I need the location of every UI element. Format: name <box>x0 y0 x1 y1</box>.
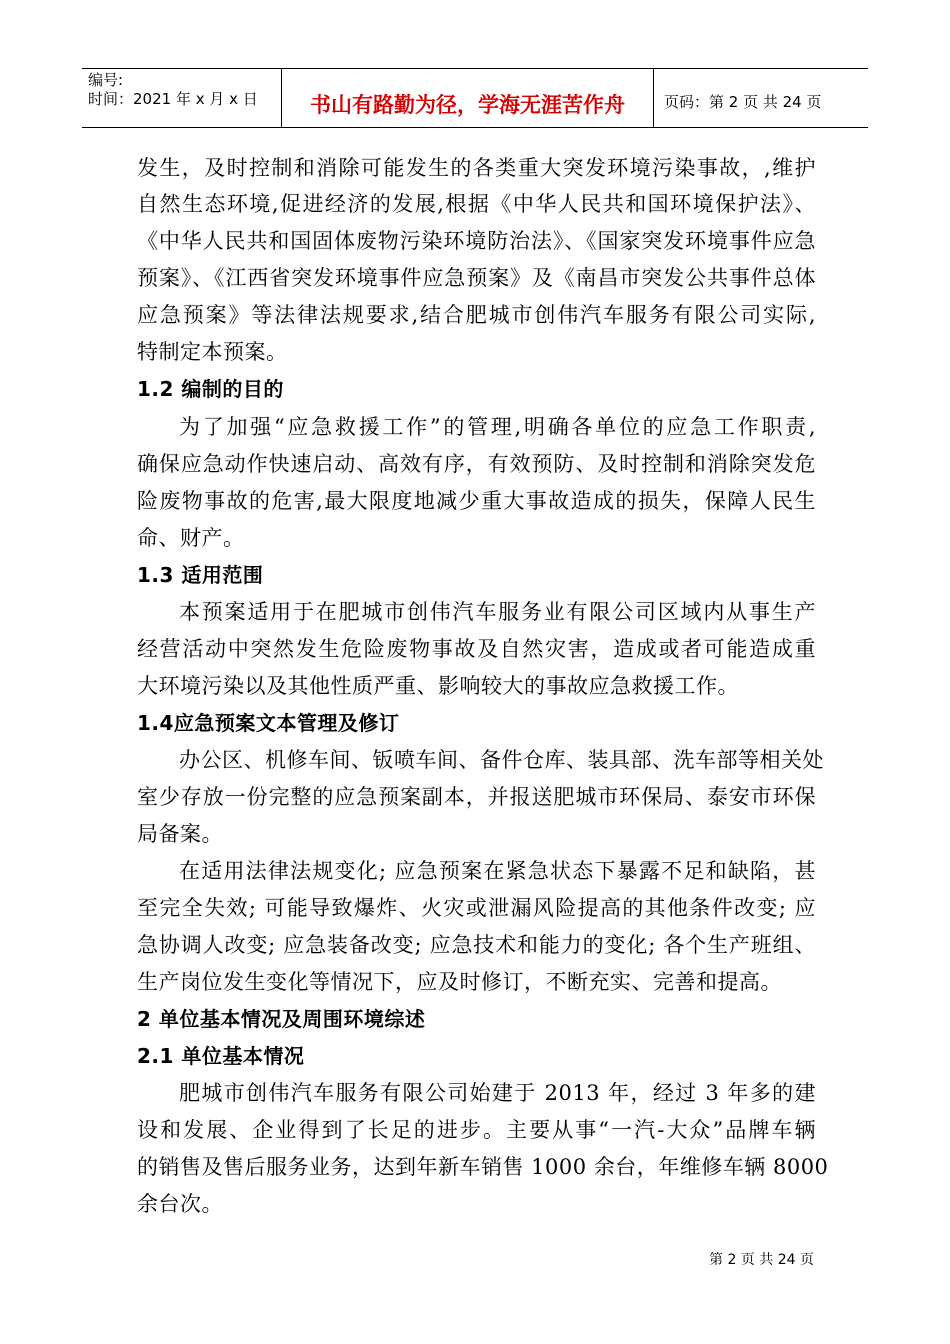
body-line: 余台次。 <box>137 1192 223 1216</box>
code-label: 编号: <box>88 71 124 89</box>
section-heading: 1.3 适用范围 <box>137 563 264 587</box>
header-motto-cell <box>282 69 654 127</box>
body-line: 办公区、机修车间、钣喷车间、备件仓库、装具部、洗车部等相关处 <box>179 748 824 772</box>
body-line: 至完全失效; 可能导致爆炸、火灾或泄漏风险提高的其他条件改变; 应 <box>137 896 816 920</box>
body-line: 自然生态环境,促进经济的发展,根据《中华人民共和国环境保护法》、 <box>137 192 816 216</box>
header-meta-cell <box>82 69 282 127</box>
page-footer: 第 2 页 共 24 页 <box>709 1252 814 1268</box>
body-line: 急协调人改变; 应急装备改变; 应急技术和能力的变化; 各个生产班组、 <box>137 933 816 957</box>
page-header <box>82 68 868 128</box>
body-line: 发生，及时控制和消除可能发生的各类重大突发环境污染事故，,维护 <box>137 156 816 180</box>
body-line: 大环境污染以及其他性质严重、影响较大的事故应急救援工作。 <box>137 674 739 698</box>
body-line: 的销售及售后服务业务，达到年新车销售 1000 余台，年维修车辆 8000 <box>137 1155 829 1179</box>
section-heading: 2 单位基本情况及周围环境综述 <box>137 1007 426 1031</box>
body-line: 肥城市创伟汽车服务有限公司始建于 2013 年，经过 3 年多的建 <box>179 1081 816 1105</box>
body-line: 在适用法律法规变化; 应急预案在紧急状态下暴露不足和缺陷，甚 <box>179 859 816 883</box>
section-heading: 2.1 单位基本情况 <box>137 1044 305 1068</box>
body-line: 《中华人民共和国固体废物污染环境防治法》、《国家突发环境事件应急 <box>137 229 816 253</box>
body-line: 设和发展、企业得到了长足的进步。主要从事“一汽-大众”品牌车辆 <box>137 1118 816 1142</box>
header-page-cell <box>654 69 868 127</box>
body-line: 预案》、《江西省突发环境事件应急预案》及《南昌市突发公共事件总体 <box>137 266 816 290</box>
body-line: 确保应急动作快速启动、高效有序，有效预防、及时控制和消除突发危 <box>137 452 816 476</box>
body-line: 为了加强“应急救援工作”的管理,明确各单位的应急工作职责, <box>179 415 816 439</box>
section-heading: 1.2 编制的目的 <box>137 377 284 401</box>
body-line: 命、财产。 <box>137 526 245 550</box>
body-line: 特制定本预案。 <box>137 340 288 364</box>
date-label: 时间：2021 年 x 月 x 日 <box>88 90 258 108</box>
body-line: 经营活动中突然发生危险废物事故及自然灾害，造成或者可能造成重 <box>137 637 816 661</box>
section-heading: 1.4应急预案文本管理及修订 <box>137 711 400 735</box>
body-line: 局备案。 <box>137 822 223 846</box>
body-line: 本预案适用于在肥城市创伟汽车服务业有限公司区域内从事生产 <box>179 600 816 624</box>
page-info: 页码：第 2 页 共 24 页 <box>664 93 822 111</box>
body-line: 室少存放一份完整的应急预案副本，并报送肥城市环保局、泰安市环保 <box>137 785 816 809</box>
motto: 书山有路勤为径，学海无涯苦作舟 <box>310 93 625 117</box>
body-line: 险废物事故的危害,最大限度地减少重大事故造成的损失，保障人民生 <box>137 489 816 513</box>
body-line: 应急预案》等法律法规要求,结合肥城市创伟汽车服务有限公司实际, <box>137 303 816 327</box>
body-line: 生产岗位发生变化等情况下，应及时修订，不断充实、完善和提高。 <box>137 970 782 994</box>
